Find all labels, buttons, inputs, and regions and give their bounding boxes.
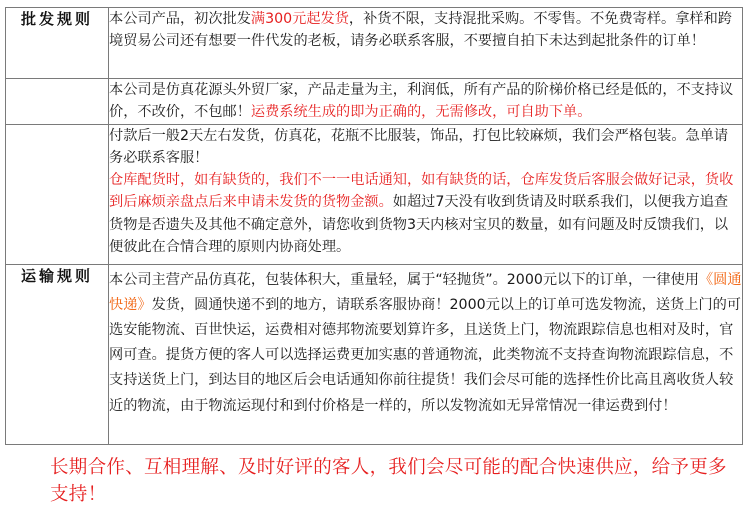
wholesale-label-spacer [6, 124, 109, 264]
freight-highlight: 运费系统生成的即为正确的，无需修改，可自助下单。 [250, 104, 592, 121]
wholesale-row-1 [6, 8, 743, 79]
rules-table [5, 7, 743, 445]
wholesale-pricing: 本公司是仿真花源头外贸厂家，产品走量为主，利润低，所有产品的阶梯价格已经是低的，不支持议价，不改价，不包邮！运费系统生成的即为正确的，无需修改，可自助下单。 [109, 79, 743, 125]
wholesale-delivery: 付款后一般2天左右发货，仿真花，花瓶不比服装，饰品，打包比较麻烦，我们会严格包装。急单请务必联系客服！ 仓库配货时，如有缺货的，我们不一一电话通知，如有缺货的话，仓库发货后客服会做好记录，货收到后麻烦亲盘点后来申请未发货的货物金额。如超过7天没有收到货请及时联系我们，以便我方追查货物是否遗失及其他不确定意外，请您收到货物3天内核对宝贝的数量，如有问题及时反馈我们，以便彼此在合情合理的原则内协商处理。 [109, 124, 743, 264]
shipping-text: 本公司主营产品仿真花，包装体积大，重量轻，属于“轻抛货”。2000元以下的订单，一律使用《圆通快递》发货，圆通快递不到的地方，请联系客服协商！2000元以上的订单可选发物流，送货上门的可选安能物流、百世快运，运费相对德邦物流要划算许多，且送货上门，物流跟踪信息也相对及时，官网可查。提货方便的客人可以选择运费更加实惠的普通物流，此类物流不支持查询物流跟踪信息，不支持送货上门，到达目的地区后会电话通知你前往提货！我们会尽可能的选择性价比高且离收货人较近的物流，由于物流运现付和到付价格是一样的，所以发物流如无异常情况一律运费到付！ [109, 264, 743, 444]
courier-highlight: 《圆通快递》 [109, 271, 742, 313]
shipping-row [6, 264, 743, 444]
shipping-label: 运输规则 [6, 264, 109, 444]
wholesale-label-spacer [6, 79, 109, 125]
wholesale-min-order: 本公司产品，初次批发满300元起发货，补货不限，支持混批采购。不零售。不免费寄样。拿样和跨境贸易公司还有想要一件代发的老板，请务必联系客服，不要擅自拍下未达到起批条件的订单！ [109, 8, 743, 79]
stockout-highlight: 仓库配货时，如有缺货的，我们不一一电话通知，如有缺货的话，仓库发货后客服会做好记录，货收到后麻烦亲盘点后来申请未发货的货物金额。 [109, 172, 734, 211]
wholesale-row-2 [6, 79, 743, 125]
min-order-highlight: 满300元起发货 [250, 11, 349, 27]
wholesale-row-3 [6, 124, 743, 264]
wholesale-label: 批发规则 [6, 8, 109, 79]
footer-slogan: 长期合作、互相理解、及时好评的客人，我们会尽可能的配合快速供应，给予更多支持！ [50, 457, 727, 505]
